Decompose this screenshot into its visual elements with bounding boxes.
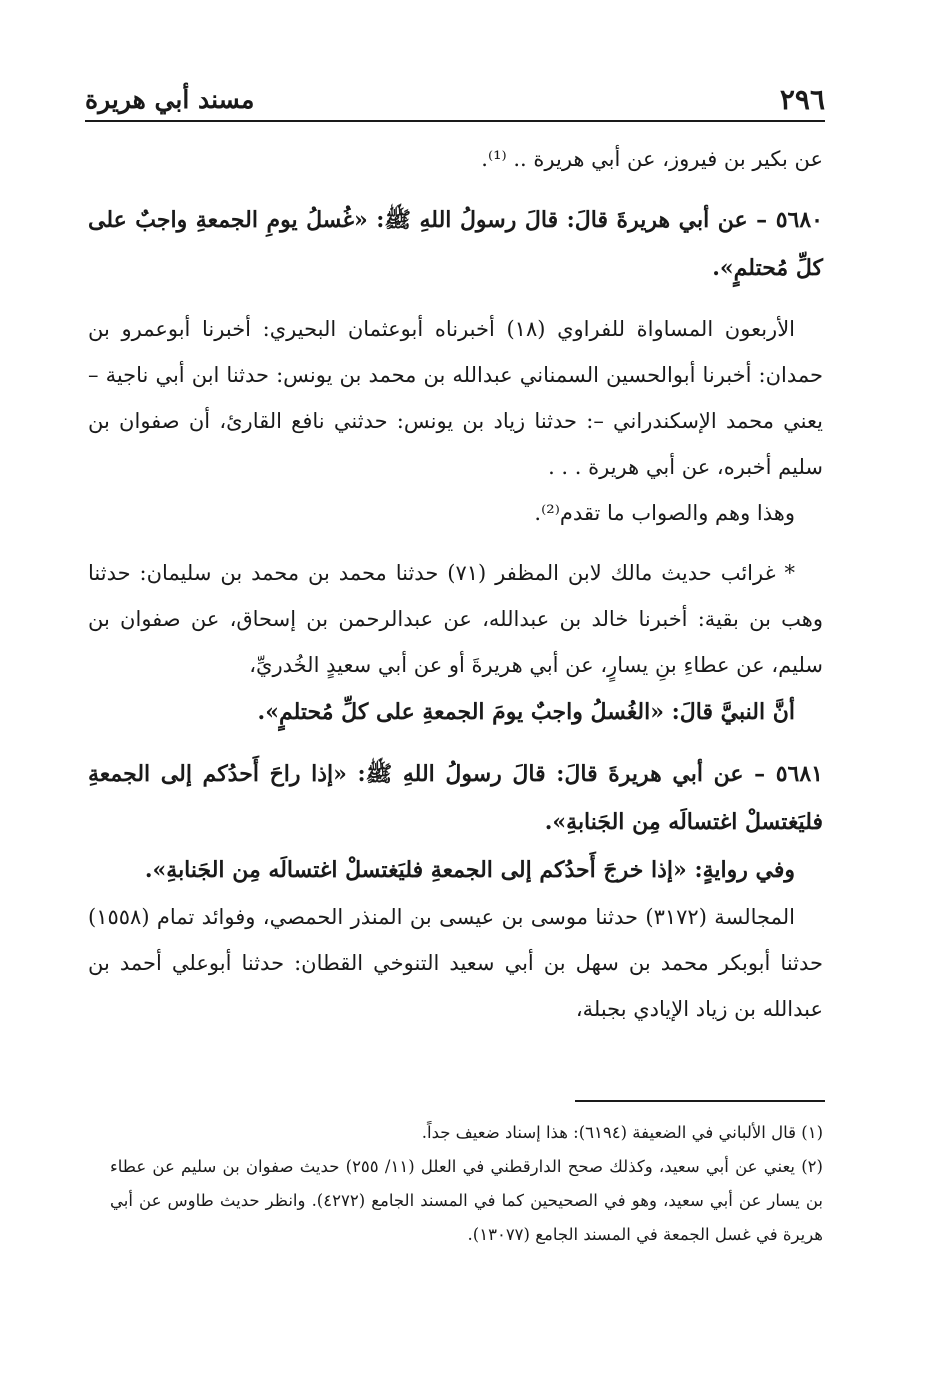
source-paragraph-1: الأربعون المساواة للفراوي (١٨) أخبرناه أبوعثمان البحيري: أخبرنا أبوعمرو بن حمدان: أخبرنا أبوالحسين السمناني عبدالله بن محمد بن يونس: حدثنا ابن أبي ناجية – يعني محمد الإسكندراني –: حدثنا زياد بن يونس: حدثني نافع القارئ، أن صفوان بن سليم أخبره، عن أبي هريرة . . . <box>88 317 823 479</box>
header-divider <box>85 120 825 122</box>
page-header <box>85 82 825 122</box>
footnote-2: (٢) يعني عن أبي سعيد، وكذلك صحح الدارقطني في العلل (١١/ ٢٥٥) حديث صفوان بن سليم عن عطاء بن يسار عن أبي سعيد، وهو في الصحيحين كما في المسند الجامع (٤٢٧٢). وانظر حديث طاوس عن أبي هريرة في غسل الجمعة في المسند الجامع (١٣٠٧٧). <box>110 1157 823 1244</box>
text-paragraph-1: عن بكير بن فيروز، عن أبي هريرة .. ⁽¹⁾. <box>481 147 823 171</box>
footnote-divider <box>575 1100 825 1102</box>
footnotes <box>110 1116 823 1252</box>
text-paragraph-note: وهذا وهم والصواب ما تقدم⁽²⁾. <box>534 501 795 525</box>
page-number: ٢٩٦ <box>779 83 825 116</box>
hadith-5681: ٥٦٨١ – عن أبي هريرةَ قالَ: قالَ رسولُ اللهِ ﷺ: «إذا راحَ أَحدُكم إلى الجمعةِ فليَغتسلْ اغتسالَه مِن الجَنابةِ». <box>88 761 823 835</box>
hadith-5680: ٥٦٨٠ – عن أبي هريرةَ قالَ: قالَ رسولُ اللهِ ﷺ: «غُسلُ يومِ الجمعةِ واجبٌ على كلِّ مُحتلمٍ». <box>88 207 823 281</box>
source-paragraph-3: المجالسة (٣١٧٢) حدثنا موسى بن عيسى بن المنذر الحمصي، وفوائد تمام (١٥٥٨) حدثنا أبوبكر محمد بن سهل بن أبي سعيد التنوخي القطان: حدثنا أبوعلي أحمد بن عبدالله بن زياد الإيادي بجبلة، <box>88 905 823 1021</box>
source-paragraph-2: * غرائب حديث مالك لابن المظفر (٧١) حدثنا محمد بن محمد بن سليمان: حدثنا وهب بن بقية: أخبرنا خالد بن عبدالله، عن عبدالرحمن بن إسحاق، عن صفوان بن سليم، عن عطاءِ بنِ يسارٍ، عن أبي هريرةَ أو عن أبي سعيدٍ الخُدريِّ، <box>88 561 823 677</box>
hadith-riwaya: وفي روايةٍ: «إذا خرجَ أَحدُكم إلى الجمعةِ فليَغتسلْ اغتسالَه مِن الجَنابةِ». <box>144 857 795 883</box>
hadith-variant: أنَّ النبيَّ قالَ: «الغُسلُ واجبٌ يومَ الجمعةِ على كلِّ مُحتلمٍ». <box>257 699 795 725</box>
running-title: مسند أبي هريرة <box>85 85 255 114</box>
footnote-1: (١) قال الألباني في الضعيفة (٦١٩٤): هذا إسناد ضعيف جداً. <box>421 1123 823 1142</box>
main-text <box>88 136 823 1032</box>
